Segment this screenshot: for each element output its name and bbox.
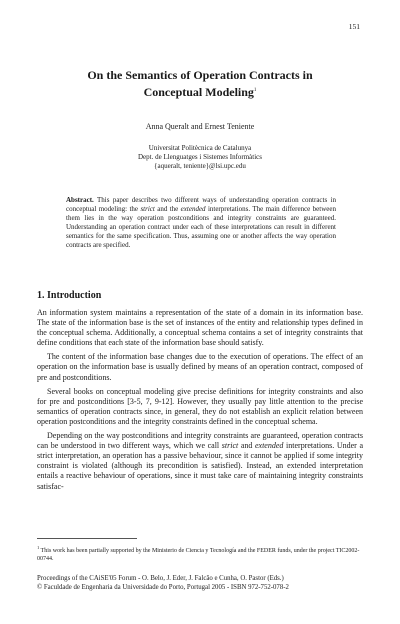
- paragraph-2: The content of the information base changes due to the execution of operations. The effect of an operation on the information base is usually defined by means of an operation contract, composed of pre and postconditions.: [37, 352, 363, 382]
- title-line-2-text: Conceptual Modeling: [143, 85, 254, 99]
- paragraph-4-text-c: interpretations. Under a strict interpretation, an operation has a passive behaviour, since it cannot be applied if some integrity constraint is violated (although its precondition is satisfied). Instead, an extended interpretation entails a reactive behaviour of operations, since it must take care of maintaining integrity constraints satisfac-: [37, 441, 363, 491]
- abstract-text-3: interpretations. The main difference between them lies in the way operation postconditions and integrity constraints are guaranteed. Understanding an operation contract under each of these interpretations can result in different semantics for the same specification. Thus, assuming one or another affects the way operation contracts are specified.: [66, 204, 336, 249]
- paper-title: [40, 68, 360, 100]
- abstract-text-2: and the: [154, 204, 181, 213]
- abstract-extended-term: extended: [180, 204, 206, 213]
- paragraph-4-strict-term: strict: [221, 441, 239, 451]
- proceedings-line-2: © Faculdade de Engenharia da Universidade do Porto, Portugal 2005 - ISBN 972-752-078-2: [37, 584, 289, 591]
- proceedings-info: [37, 574, 363, 592]
- proceedings-line-1: Proceedings of the CAiSE'05 Forum - O. Belo, J. Eder, J. Falcão e Cunha, O. Pastor (Eds.): [37, 575, 284, 582]
- affiliation-department: Dept. de Llenguatges i Sistemes Informàtics: [137, 153, 263, 161]
- abstract-text-1: This paper describes two different ways of understanding operation contracts in conceptual modeling: the: [66, 196, 336, 213]
- paragraph-4-text-b: and: [238, 441, 255, 451]
- page-number: 151: [348, 22, 360, 31]
- abstract: [66, 196, 336, 249]
- footnote-text: This work has been partially supported by the Ministerio de Ciencia y Tecnología and the FEDER funds, under the project TIC2002-00744.: [37, 548, 360, 562]
- paragraph-3: Several books on conceptual modeling give precise definitions for integrity constraints and also for pre and postconditions [3-5, 7, 9-12]. However, they usually pay little attention to the precise semantics of operation contracts since, in general, they do not establish an explicit relation between operation postconditions and the integrity constraints defined in the conceptual schema.: [37, 386, 363, 426]
- paragraph-4-text-a: Depending on the way postconditions and integrity constraints are guaranteed, operation contracts can be understood in two different ways, which we call: [37, 431, 363, 451]
- abstract-strict-term: strict: [140, 204, 155, 213]
- paragraph-4: [37, 431, 363, 492]
- title-footnote-mark: 1: [253, 88, 257, 93]
- abstract-label: Abstract.: [66, 196, 94, 204]
- section-body: [37, 308, 363, 496]
- section-heading: 1. Introduction: [37, 290, 102, 301]
- footnote-mark: 1: [37, 545, 40, 550]
- title-line-1: On the Semantics of Operation Contracts in: [87, 68, 313, 82]
- paragraph-1: An information system maintains a representation of the state of a domain in its information base. The state of the information base is the set of instances of the entity and relationship types defined in the conceptual schema. Additionally, a conceptual schema contains a set of integrity constraints that define conditions that each state of the information base should satisfy.: [37, 308, 363, 348]
- footnote-divider: [37, 538, 137, 539]
- footnote: [37, 544, 363, 563]
- affiliation-university: Universitat Politècnica de Catalunya: [148, 144, 252, 152]
- title-line-2: [40, 83, 360, 100]
- paragraph-4-extended-term: extended: [254, 441, 284, 451]
- affiliation: [40, 144, 360, 171]
- affiliation-emails: {aqueralt, teniente}@lsi.upc.edu: [154, 162, 246, 170]
- authors: Anna Queralt and Ernest Teniente: [145, 122, 255, 131]
